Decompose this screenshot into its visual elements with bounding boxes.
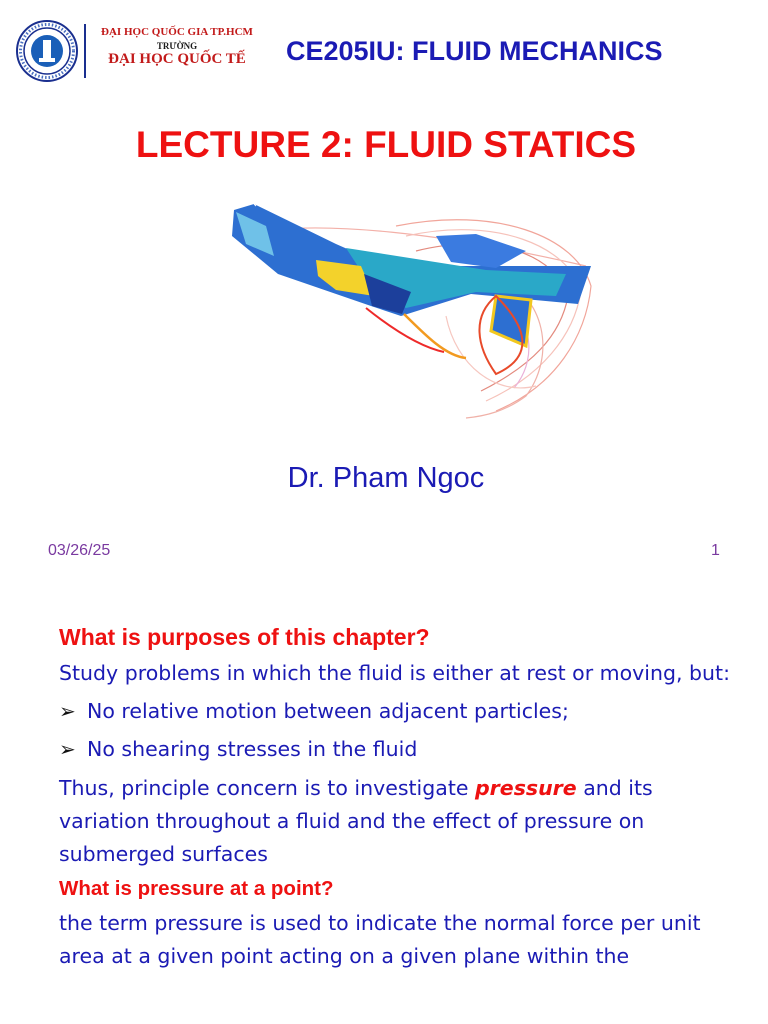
lecture-title: LECTURE 2: FLUID STATICS [135,124,637,165]
chapter-purpose-heading: What is purposes of this chapter? [59,624,430,650]
slide-date: 03/26/25 [48,542,111,559]
university-seal-icon [16,20,78,82]
slide-page-number: 1 [711,542,720,559]
logo-line-2: TRƯỜNG [156,41,198,51]
pressure-heading: What is pressure at a point? [59,877,334,900]
university-logo [16,20,256,82]
definition-paragraph: the term pressure is used to indicate the normal force per unit area at a given point acting on a given plane within the [59,911,701,968]
logo-line-3: ĐẠI HỌC QUỐC TẾ [108,51,246,67]
bullet-item [59,733,749,766]
aircraft-cfd-illustration [196,196,596,426]
content-slide [59,624,749,973]
author-name: Dr. Pham Ngoc [287,462,485,494]
bullet-text: No shearing stresses in the fluid [87,737,418,761]
logo-line-1: ĐẠI HỌC QUỐC GIA TP.HCM [101,26,253,38]
concern-prefix: Thus, principle concern is to investigate [59,776,475,800]
concern-suffix: and its variation throughout a fluid and the effect of pressure on submerged surfaces [59,776,653,866]
pressure-emphasis: pressure [475,776,577,800]
bullet-item [59,695,749,728]
logo-text [92,26,262,68]
course-title: CE205IU: FLUID MECHANICS [286,36,663,66]
logo-divider [84,24,86,78]
intro-paragraph: Study problems in which the fluid is either at rest or moving, but: [59,661,730,685]
bullet-text: No relative motion between adjacent particles; [87,699,569,723]
arrow-bullet-icon: ➢ [59,699,76,723]
concern-paragraph [59,772,749,871]
arrow-bullet-icon: ➢ [59,737,76,761]
